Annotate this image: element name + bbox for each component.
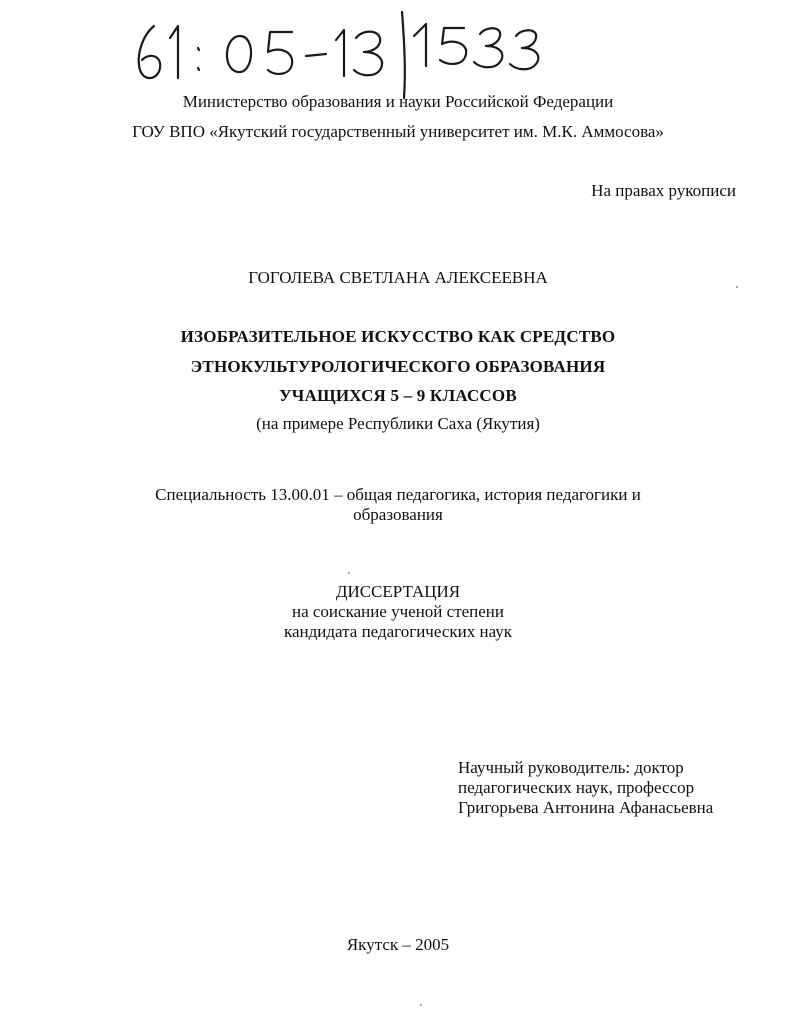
scan-speck [420, 1004, 422, 1006]
scan-speck [348, 572, 350, 574]
degree-line-1: на соискание ученой степени [291, 602, 505, 621]
place-and-year: Якутск – 2005 [346, 935, 450, 954]
scan-speck [736, 286, 738, 288]
ministry-name: Министерство образования и науки Российской Федерации [182, 92, 614, 111]
title-subtitle: (на примере Республики Саха (Якутия) [256, 414, 540, 433]
title-line-3: УЧАЩИХСЯ 5 – 9 КЛАССОВ [279, 386, 517, 405]
university-name: ГОУ ВПО «Якутский государственный университет им. М.К. Аммосова» [132, 122, 664, 141]
title-line-1: ИЗОБРАЗИТЕЛЬНОЕ ИСКУССТВО КАК СРЕДСТВО [180, 327, 616, 346]
degree-line-2: кандидата педагогических наук [283, 622, 513, 641]
document-type: ДИССЕРТАЦИЯ [335, 582, 461, 601]
author-name: ГОГОЛЕВА СВЕТЛАНА АЛЕКСЕЕВНА [248, 268, 548, 287]
supervisor-line-3: Григорьева Антонина Афанасьевна [458, 798, 714, 817]
specialty-line-2: образования [353, 505, 443, 524]
specialty-line-1: Специальность 13.00.01 – общая педагогика, история педагогики и [155, 485, 641, 504]
supervisor-line-1: Научный руководитель: доктор [458, 758, 684, 777]
title-line-2: ЭТНОКУЛЬТУРОЛОГИЧЕСКОГО ОБРАЗОВАНИЯ [190, 357, 606, 376]
supervisor-line-2: педагогических наук, профессор [458, 778, 695, 797]
manuscript-rights-note: На правах рукописи [591, 181, 736, 200]
handwritten-archive-code [128, 8, 558, 100]
